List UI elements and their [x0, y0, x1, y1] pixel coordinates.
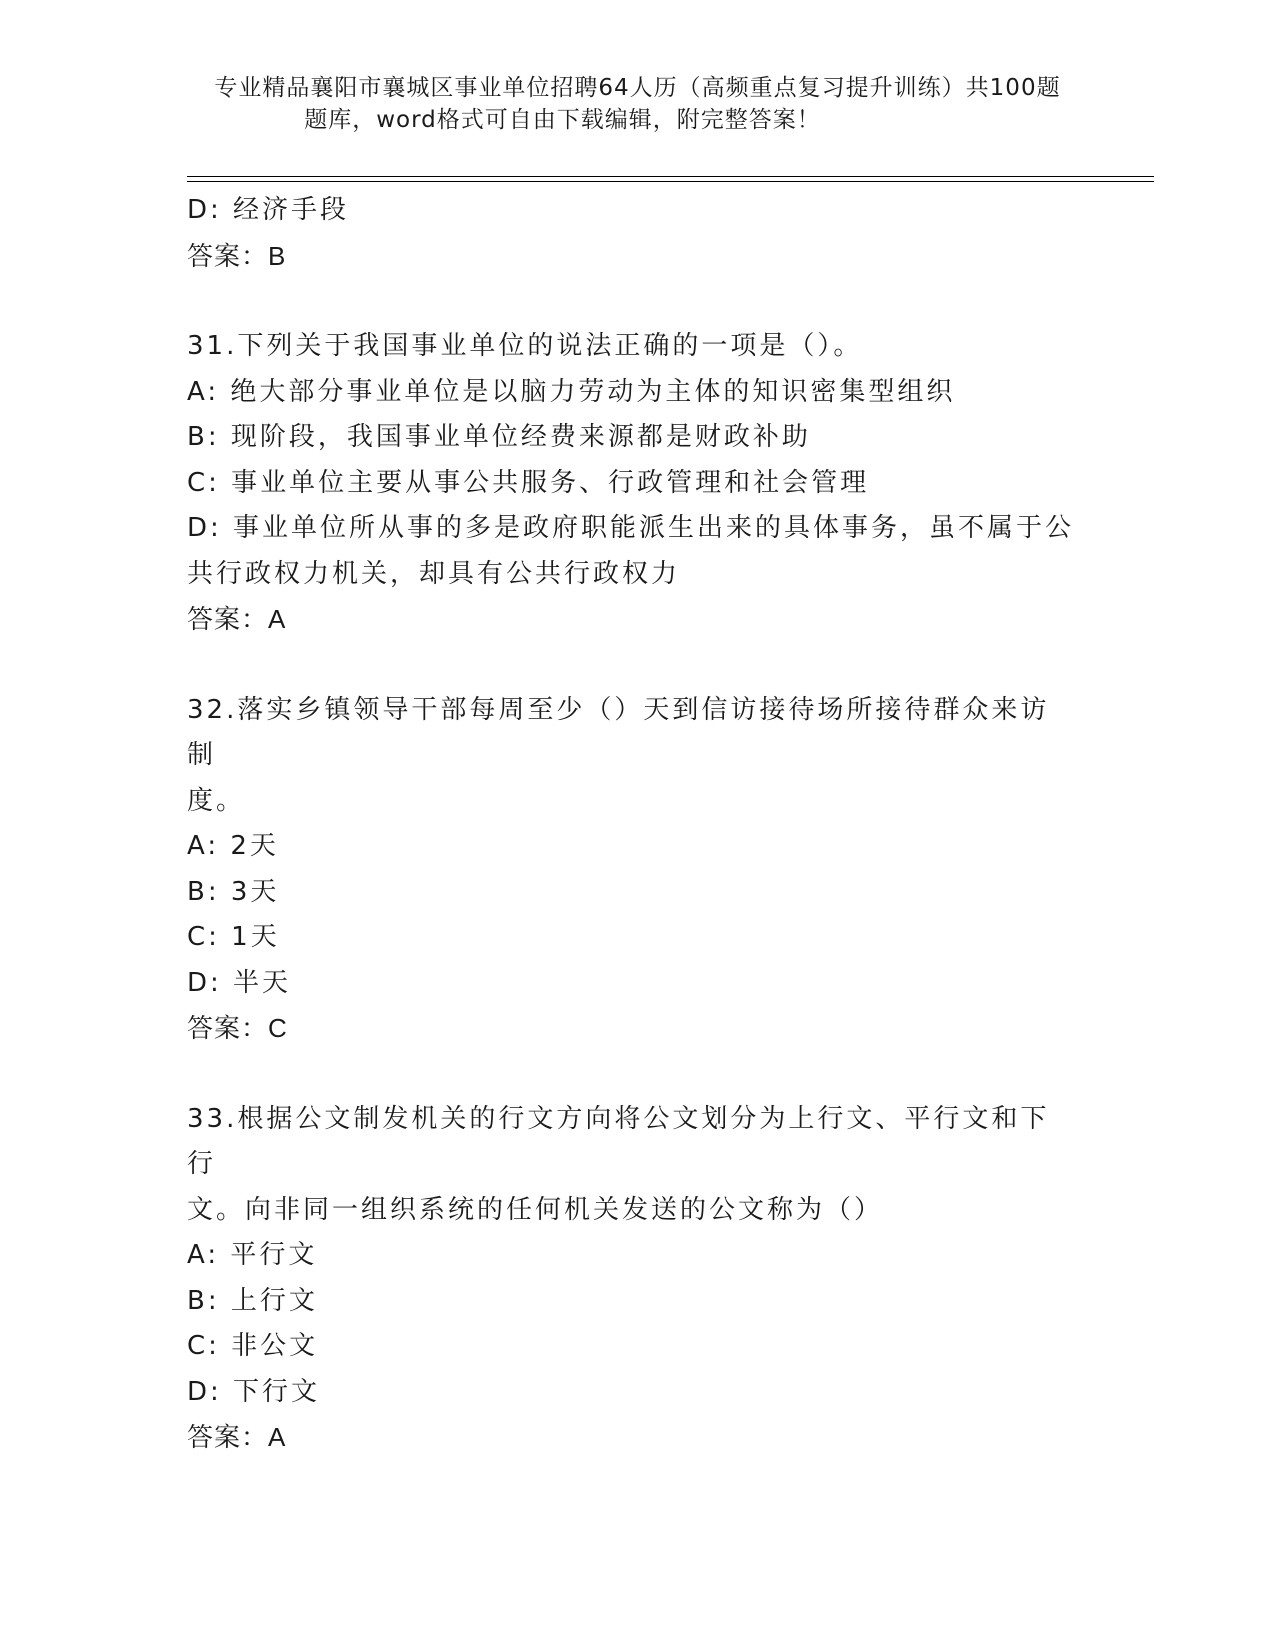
option-d: D: 事业单位所从事的多是政府职能派生出来的具体事务，虽不属于公: [187, 513, 1075, 543]
header-rule-top: [187, 176, 1154, 177]
document-header: [0, 72, 1275, 136]
option-b: B: 3天: [187, 876, 280, 907]
header-rule-bottom: [187, 181, 1154, 182]
answer-label: 答案：B: [187, 240, 287, 271]
question-32: [187, 688, 1077, 1052]
option-d: D: 经济手段: [187, 195, 350, 225]
question-stem-continued: 文。向非同一组织系统的任何机关发送的公文称为（）: [187, 1194, 884, 1225]
spacer: [187, 279, 1077, 324]
option-a: A: 2天: [187, 831, 279, 861]
option-d: D: 半天: [187, 967, 292, 998]
question-stem: 32.落实乡镇领导干部每周至少（）天到信访接待场所接待群众来访制: [187, 694, 1050, 770]
header-title-line1: 专业精品襄阳市襄城区事业单位招聘64人历（高频重点复习提升训练）共100题: [214, 75, 1061, 101]
option-b: B: 现阶段，我国事业单位经费来源都是财政补助: [187, 422, 811, 452]
option-d: D: 下行文: [187, 1376, 321, 1407]
question-30-tail: [187, 188, 1077, 279]
option-d-continued: 共行政权力机关，却具有公共行政权力: [187, 558, 681, 589]
option-a: A: 绝大部分事业单位是以脑力劳动为主体的知识密集型组织: [187, 376, 956, 407]
question-stem: 31.下列关于我国事业单位的说法正确的一项是（）。: [187, 331, 863, 361]
answer-label: 答案：C: [187, 1013, 288, 1043]
option-b: B: 上行文: [187, 1285, 318, 1316]
option-c: C: 事业单位主要从事公共服务、行政管理和社会管理: [187, 467, 870, 498]
question-33: [187, 1097, 1077, 1461]
spacer: [187, 1052, 1077, 1097]
answer-label: 答案：A: [187, 604, 287, 634]
option-c: C: 非公文: [187, 1331, 319, 1361]
header-title-line2: 题库，word格式可自由下载编辑，附完整答案！: [304, 107, 821, 133]
option-a: A: 平行文: [187, 1240, 318, 1270]
spacer: [187, 643, 1077, 688]
option-c: C: 1天: [187, 922, 280, 952]
answer-label: 答案：A: [187, 1422, 287, 1452]
document-body: [187, 188, 1077, 1461]
question-stem: 33.根据公文制发机关的行文方向将公文划分为上行文、平行文和下行: [187, 1103, 1050, 1179]
question-31: [187, 324, 1077, 643]
question-stem-continued: 度。: [187, 785, 246, 816]
